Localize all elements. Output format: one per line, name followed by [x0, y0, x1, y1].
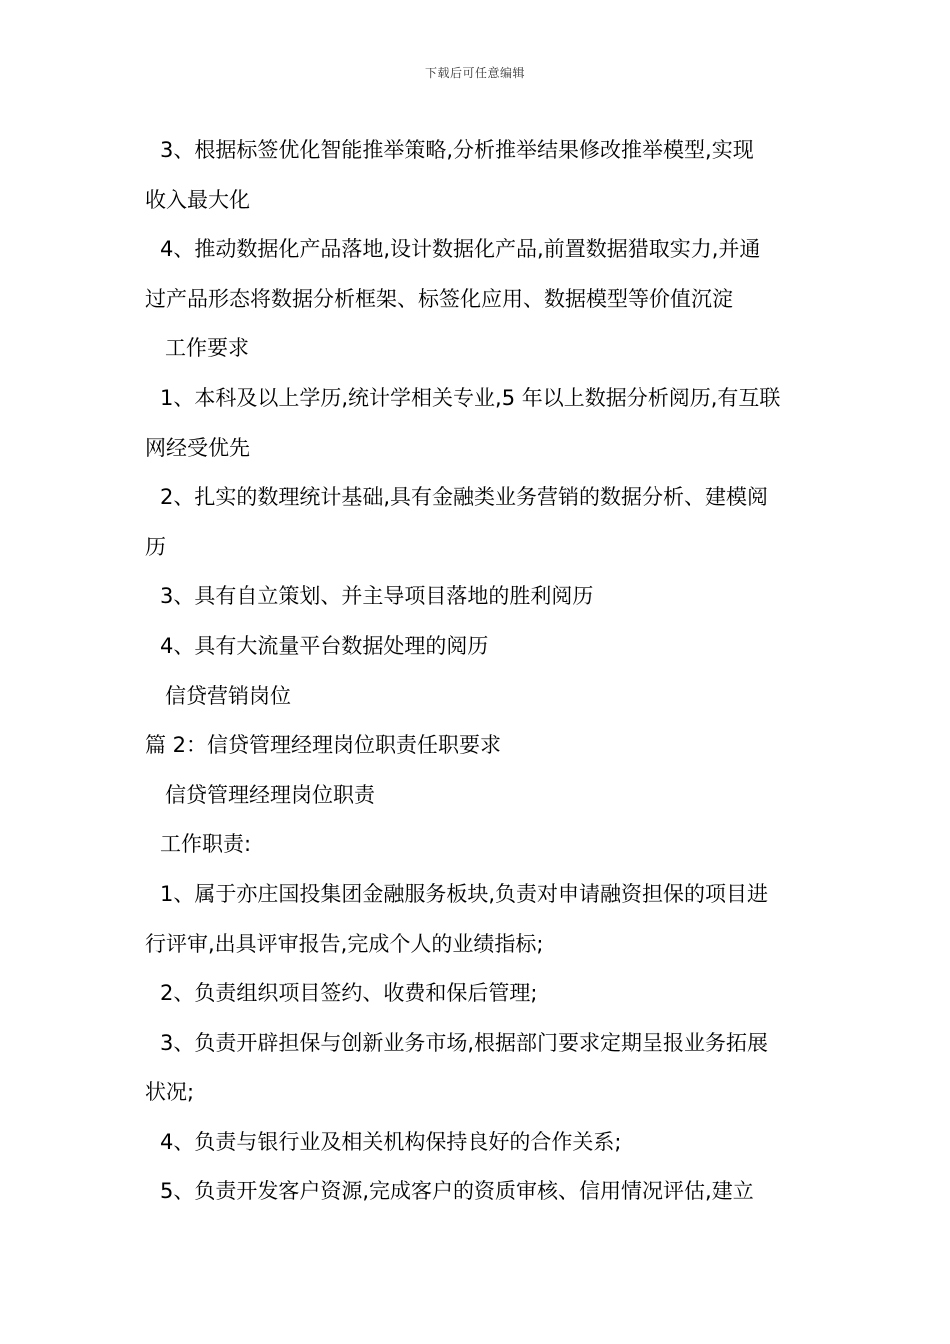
paragraph-line: 5、负责开发客户资源,完成客户的资质审核、信用情况评估,建立 — [160, 1179, 754, 1204]
paragraph-line: 2、负责组织项目签约、收费和保后管理; — [160, 981, 538, 1006]
paragraph-line: 收入最大化 — [145, 187, 250, 212]
paragraph-line: 4、具有大流量平台数据处理的阅历 — [160, 633, 489, 658]
paragraph-line: 行评审,出具评审报告,完成个人的业绩指标; — [145, 931, 544, 956]
paragraph-line: 3、负责开辟担保与创新业务市场,根据部门要求定期呈报业务拓展 — [160, 1030, 769, 1055]
document-body — [145, 126, 815, 1217]
section-heading: 工作要求 — [165, 336, 249, 361]
paragraph-line: 状况; — [145, 1080, 195, 1105]
paragraph-line: 4、负责与银行业及相关机构保持良好的合作关系; — [160, 1129, 622, 1154]
paragraph-line: 4、推动数据化产品落地,设计数据化产品,前置数据猎取实力,并通 — [160, 237, 761, 262]
paragraph-line: 2、扎实的数理统计基础,具有金融类业务营销的数据分析、建模阅 — [160, 485, 769, 510]
paragraph-line: 3、根据标签优化智能推举策略,分析推举结果修改推举模型,实现 — [160, 138, 754, 162]
paragraph-line: 历 — [145, 534, 166, 559]
paragraph-line: 1、本科及以上学历,统计学相关专业,5 年以上数据分析阅历,有互联 — [160, 385, 781, 410]
page-header: 下载后可任意编辑 — [424, 66, 525, 80]
paragraph-line: 网经受优先 — [145, 435, 250, 460]
section-heading: 信贷营销岗位 — [165, 683, 291, 708]
paragraph-line: 1、属于亦庄国投集团金融服务板块,负责对申请融资担保的项目进 — [160, 881, 769, 906]
paragraph-line: 过产品形态将数据分析框架、标签化应用、数据模型等价值沉淀 — [145, 286, 733, 311]
section-heading: 信贷管理经理岗位职责 — [165, 782, 375, 807]
article-title: 篇 2：信贷管理经理岗位职责任职要求 — [145, 733, 502, 758]
section-heading: 工作职责: — [160, 832, 252, 857]
paragraph-line: 3、具有自立策划、并主导项目落地的胜利阅历 — [160, 584, 594, 609]
